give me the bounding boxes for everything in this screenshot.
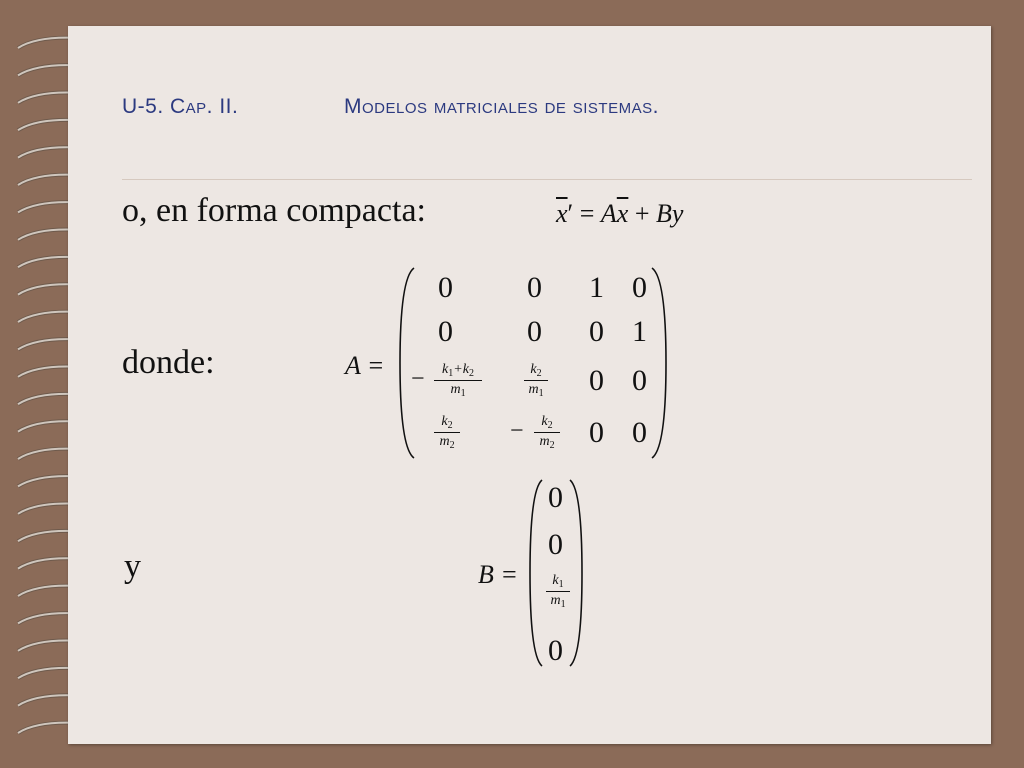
matrix-b-r3-fraction [546, 573, 570, 610]
matrix-a-r3c3: 0 [589, 364, 604, 397]
matrix-a-r1c1: 0 [438, 271, 453, 304]
matrix-a-r2c3: 0 [589, 315, 604, 348]
matrix-a-r4c4: 0 [632, 416, 647, 449]
eq-y: y [671, 199, 684, 228]
eq-A: A [600, 199, 617, 228]
matrix-b-r4: 0 [548, 634, 563, 667]
matrix-a-r2c4: 1 [632, 315, 647, 348]
frac-m1-den: $m_1$ [528, 382, 544, 399]
compact-equation [556, 199, 683, 229]
matrix-a-r1c2: 0 [527, 271, 542, 304]
eq-plus: + [628, 199, 657, 228]
matrix-b-r2: 0 [548, 528, 563, 561]
frac-k1-num: $k_1$ [552, 573, 564, 590]
header-title: Modelos matriciales de sistemas. [344, 95, 659, 118]
frac-m2-den: $m_2$ [439, 434, 455, 451]
eq-x-bar: $\overline{x}$ [556, 199, 568, 228]
eq-x2: $\overline{x}$ [616, 199, 629, 228]
matrix-a-r4c3: 0 [589, 416, 604, 449]
matrix-a-r2c2: 0 [527, 315, 542, 348]
y-text: y [124, 548, 141, 585]
matrix-a-r1c3: 1 [589, 271, 604, 304]
unit-label: U-5. Cap. II. [122, 95, 239, 118]
matrix-a-label: A = [345, 351, 385, 380]
matrix-a-r4c2-minus: − [510, 418, 524, 444]
matrix-a-left-paren [396, 266, 418, 460]
matrix-b-r1: 0 [548, 481, 563, 514]
frac-k1k2-num: $k_1+k_2$ [442, 362, 474, 379]
header-divider [122, 179, 972, 180]
intro-text: o, en forma compacta: [122, 192, 426, 229]
slide-header [122, 95, 659, 119]
matrix-a-r3c1-fraction [434, 362, 482, 399]
frac-k2-num: $k_2$ [530, 362, 542, 379]
frac-m1-den: $m_1$ [550, 593, 566, 610]
eq-B: B [656, 199, 672, 228]
matrix-a-r3c4: 0 [632, 364, 647, 397]
donde-text: donde: [122, 344, 215, 381]
frac-m2-den: $m_2$ [539, 434, 555, 451]
matrix-a-r4c1-fraction [434, 414, 460, 451]
matrix-a-r3c1-minus: − [411, 366, 425, 392]
matrix-a-r3c2-fraction [524, 362, 548, 399]
matrix-a-right-paren [648, 266, 670, 460]
matrix-b-label: B = [478, 560, 518, 589]
matrix-a-r4c2-fraction [534, 414, 560, 451]
matrix-a-r2c1: 0 [438, 315, 453, 348]
eq-equals: = [573, 199, 601, 228]
frac-k2-num: $k_2$ [541, 414, 553, 431]
matrix-a-r1c4: 0 [632, 271, 647, 304]
eq-prime: ′ [567, 199, 574, 228]
frac-k2-num: $k_2$ [441, 414, 453, 431]
matrix-b-left-paren [526, 478, 546, 668]
frac-m1-den: $m_1$ [450, 382, 466, 399]
